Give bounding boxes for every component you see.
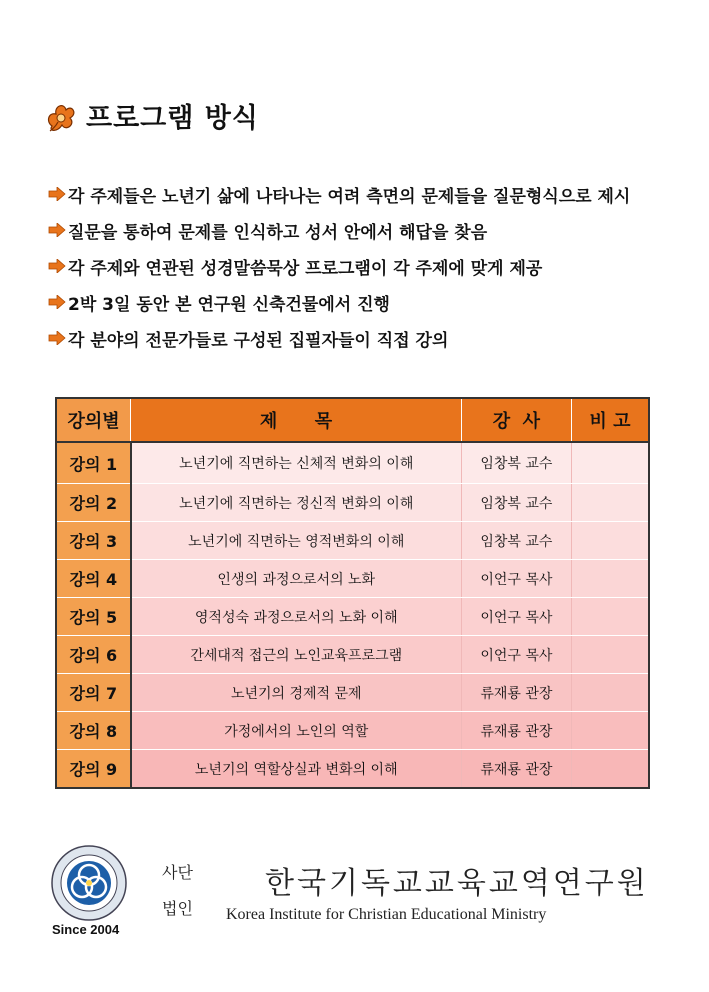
arrow-right-icon [48,331,66,345]
note-cell [571,598,649,636]
bullet-text: 2박 3일 동안 본 연구원 신축건물에서 진행 [68,294,390,315]
lecture-no-cell: 강의 4 [56,560,131,598]
lecture-table [55,397,650,789]
header-lecturer: 강 사 [461,398,571,442]
table-row [56,560,649,598]
lecture-title-cell: 노년기에 직면하는 영적변화의 이해 [131,522,462,560]
lecturer-cell: 류재룡 관장 [461,750,571,789]
note-cell [571,484,649,522]
lecture-no-cell: 강의 9 [56,750,131,789]
lecture-title-cell: 노년기에 직면하는 정신적 변화의 이해 [131,484,462,522]
table-header-row [56,398,649,442]
header-lecture-no: 강의별 [56,398,131,442]
table-row [56,442,649,484]
lecture-title-cell: 노년기의 경제적 문제 [131,674,462,712]
lecturer-cell: 임창복 교수 [461,522,571,560]
note-cell [571,522,649,560]
arrow-right-icon [48,259,66,273]
bullet-item [48,284,698,320]
table-row [56,750,649,789]
lecture-title-cell: 인생의 과정으로서의 노화 [131,560,462,598]
table-row [56,712,649,750]
header-title: 제 목 [131,398,462,442]
lecture-title-cell: 노년기의 역할상실과 변화의 이해 [131,750,462,789]
lecture-title-cell: 영적성숙 과정으로서의 노화 이해 [131,598,462,636]
lecture-title-cell: 노년기에 직면하는 신체적 변화의 이해 [131,442,462,484]
lecturer-cell: 임창복 교수 [461,442,571,484]
org-name-english: Korea Institute for Christian Educational Ministry [226,906,547,923]
note-cell [571,674,649,712]
lecturer-cell: 이언구 목사 [461,560,571,598]
org-name-korean: 한국기독교교육교역연구원 [265,866,649,901]
lecture-no-cell: 강의 5 [56,598,131,636]
table-row [56,598,649,636]
lecture-no-cell: 강의 3 [56,522,131,560]
corp-label-2: 법인 [162,899,193,918]
table-row [56,636,649,674]
bullet-text: 각 주제와 연관된 성경말씀묵상 프로그램이 각 주제에 맞게 제공 [68,258,543,279]
corp-label-1: 사단 [162,863,193,882]
lecturer-cell: 류재룡 관장 [461,712,571,750]
page-title: 프로그램 방식 [86,103,259,134]
note-cell [571,712,649,750]
lecture-no-cell: 강의 2 [56,484,131,522]
note-cell [571,750,649,789]
note-cell [571,636,649,674]
lecture-no-cell: 강의 6 [56,636,131,674]
bullet-list [48,176,698,356]
table-row [56,484,649,522]
arrow-right-icon [48,223,66,237]
header-note: 비 고 [571,398,649,442]
lecture-no-cell: 강의 8 [56,712,131,750]
bullet-item [48,248,698,284]
lecture-no-cell: 강의 7 [56,674,131,712]
table-row [56,522,649,560]
lecturer-cell: 이언구 목사 [461,636,571,674]
lecture-title-cell: 간세대적 접근의 노인교육프로그램 [131,636,462,674]
lecturer-cell: 임창복 교수 [461,484,571,522]
since-label: Since 2004 [52,922,120,937]
bullet-text: 질문을 통하여 문제를 인식하고 성서 안에서 해답을 찾음 [68,222,488,243]
lecturer-cell: 류재룡 관장 [461,674,571,712]
lecturer-cell: 이언구 목사 [461,598,571,636]
section-heading [44,96,259,135]
table-row [56,674,649,712]
arrow-right-icon [48,295,66,309]
bullet-item [48,320,698,356]
arrow-right-icon [48,187,66,201]
bullet-item [48,176,698,212]
footer [0,830,709,990]
institute-logo [50,844,128,922]
note-cell [571,442,649,484]
bullet-text: 각 주제들은 노년기 삶에 나타나는 여려 측면의 문제들을 질문형식으로 제시 [68,186,631,207]
lecture-table-container [55,397,650,789]
bullet-item [48,212,698,248]
note-cell [571,560,649,598]
lecture-no-cell: 강의 1 [56,442,131,484]
flower-icon [44,98,78,134]
lecture-title-cell: 가정에서의 노인의 역할 [131,712,462,750]
bullet-text: 각 분야의 전문가들로 구성된 집필자들이 직접 강의 [68,330,449,351]
